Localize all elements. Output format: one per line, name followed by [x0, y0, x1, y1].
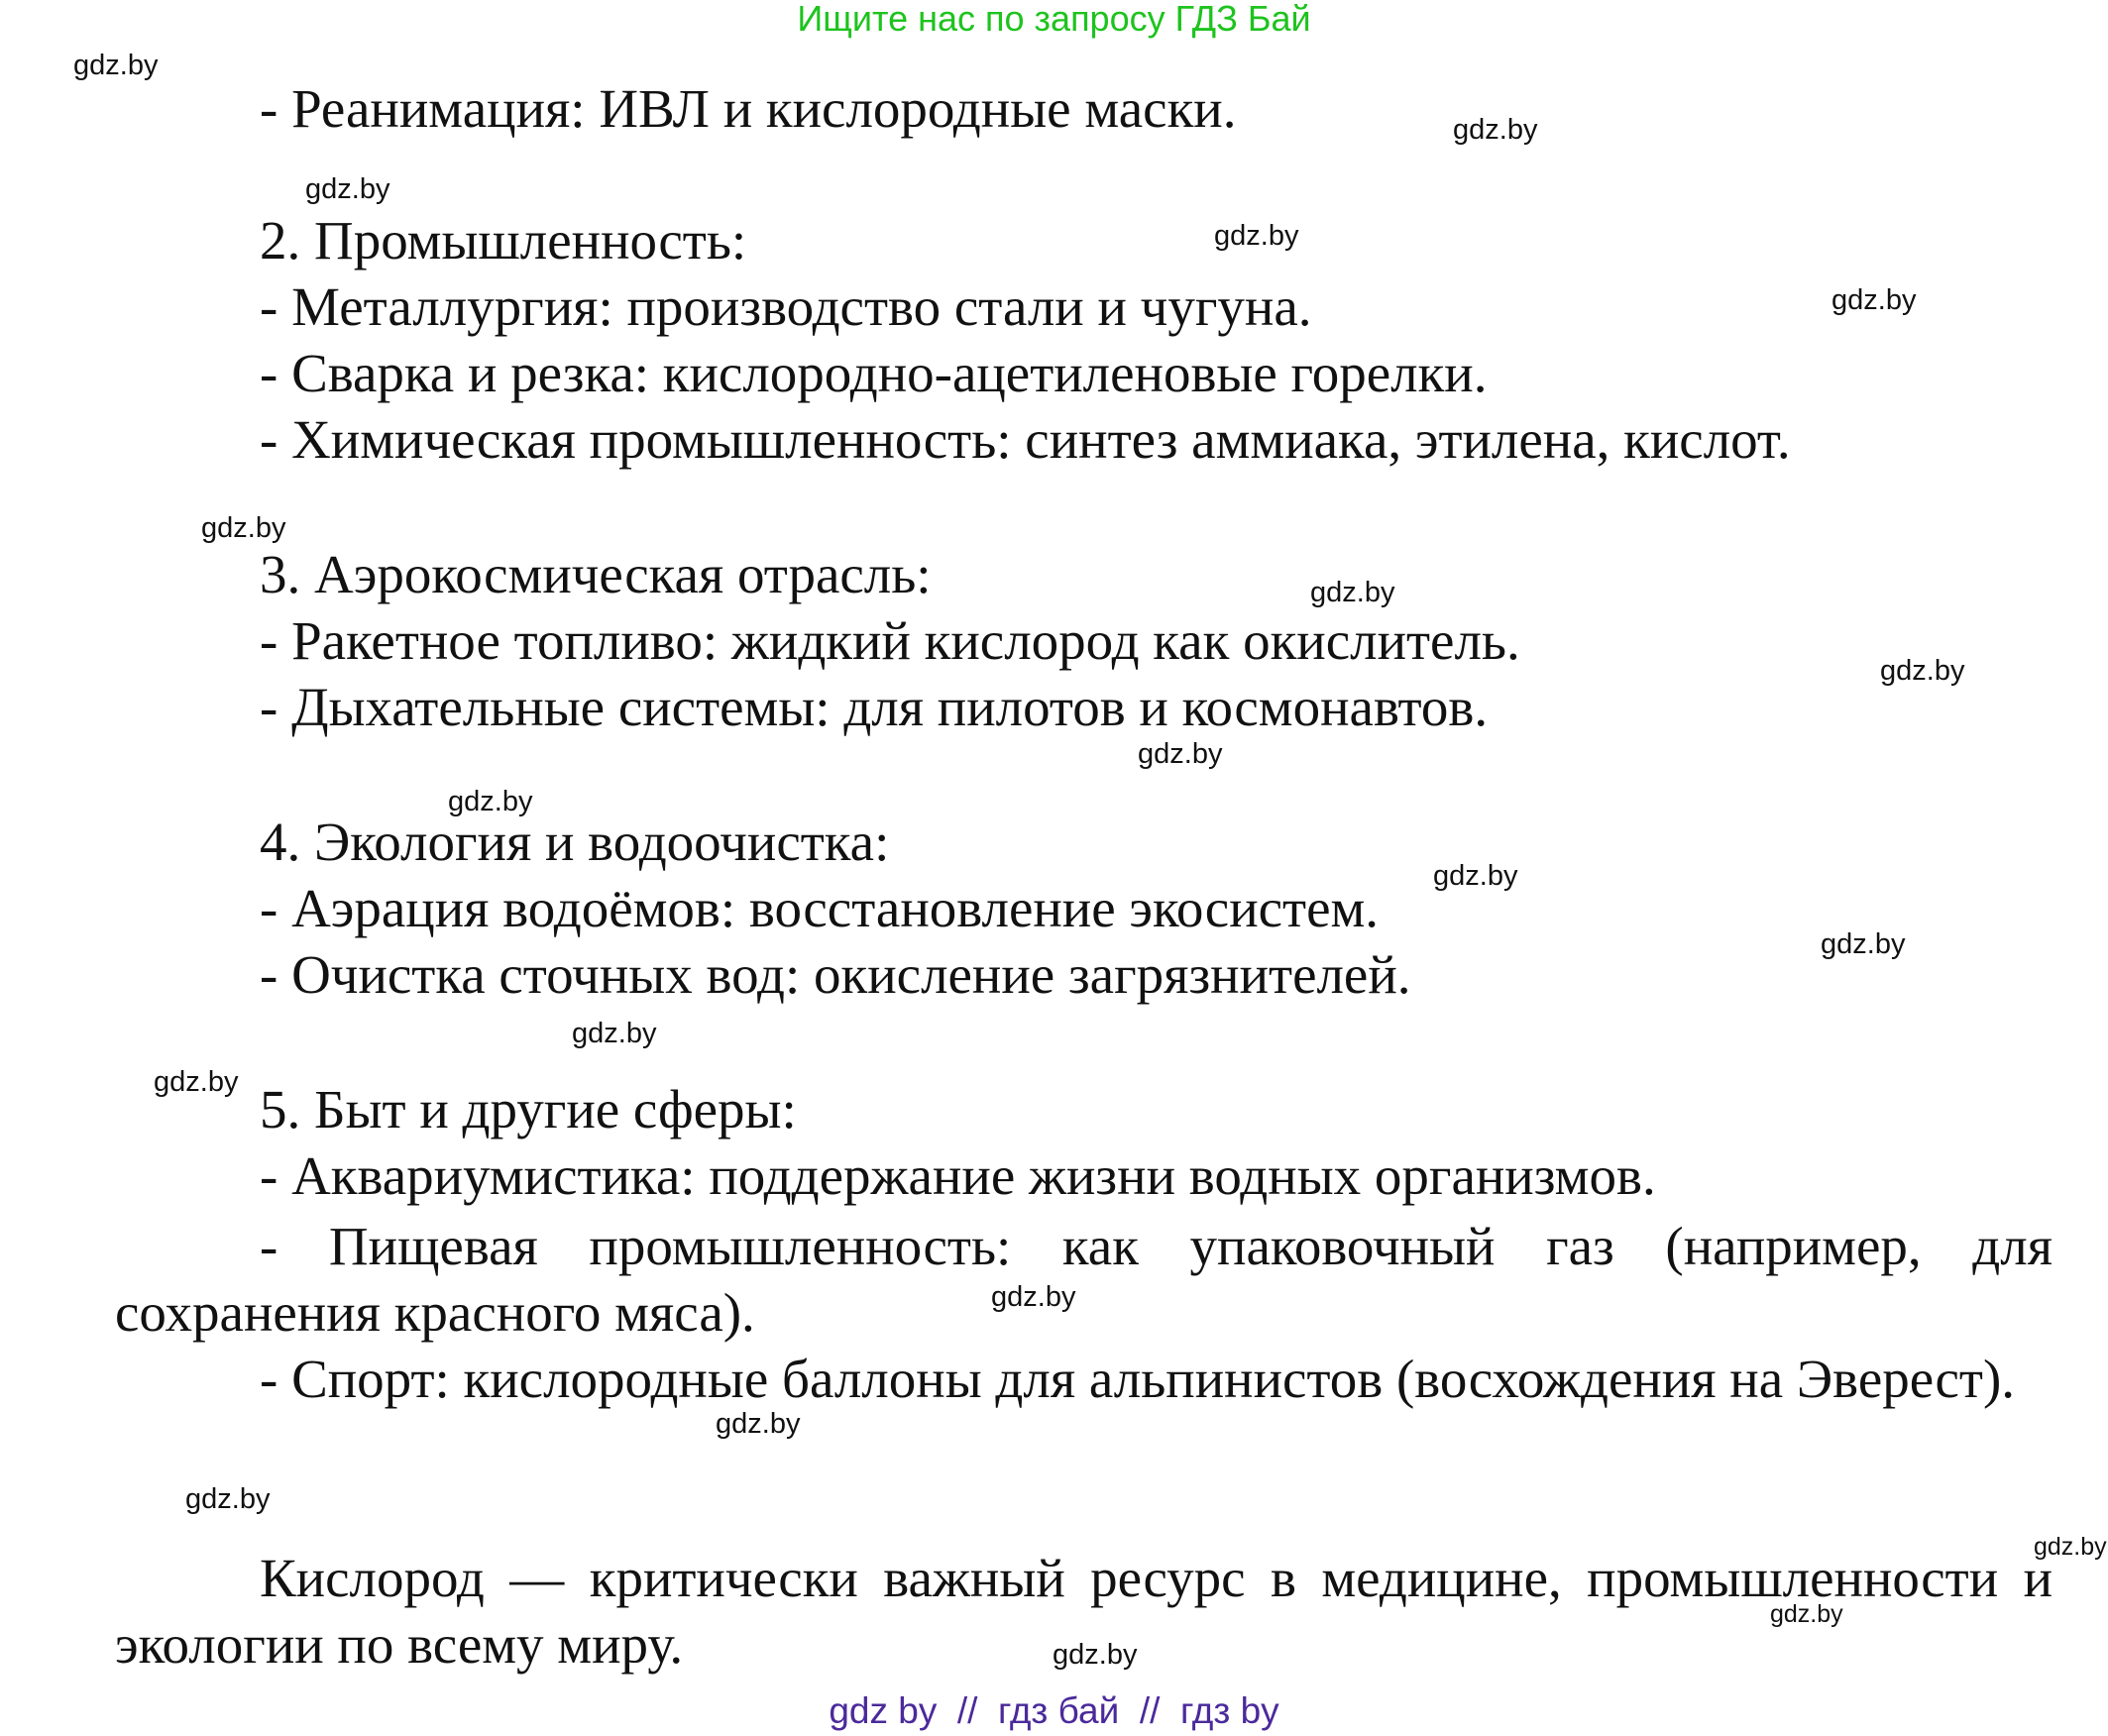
section-heading-industry: 2. Промышленность:: [260, 210, 747, 271]
list-item-breathing-systems: - Дыхательные системы: для пилотов и космонавтов.: [260, 677, 1489, 737]
watermark: gdz.by: [1453, 114, 1538, 146]
watermark: gdz.by: [1831, 284, 1917, 316]
section-heading-aerospace: 3. Аэрокосмическая отрасль:: [260, 544, 932, 604]
watermark: gdz.by: [572, 1018, 657, 1049]
watermark: gdz.by: [201, 512, 286, 544]
watermark: gdz.by: [185, 1483, 271, 1515]
watermark: gdz.by: [1880, 655, 1965, 687]
section-heading-ecology: 4. Экология и водоочистка:: [260, 812, 890, 872]
watermark: gdz.by: [1821, 928, 1906, 960]
list-item-resuscitation: - Реанимация: ИВЛ и кислородные маски.: [260, 78, 1237, 139]
watermark: gdz.by: [991, 1281, 1076, 1313]
watermark: gdz.by: [1310, 577, 1395, 608]
watermark: gdz.by: [154, 1066, 239, 1098]
watermark: gdz.by: [1138, 738, 1223, 770]
paragraph-sport: - Спорт: кислородные баллоны для альпинистов (восхождения на Эверест).: [260, 1349, 2016, 1409]
paragraph-conclusion: Кислород — критически важный ресурс в медицине, промышленности и экологии по всему миру.: [115, 1548, 2053, 1675]
watermark: gdz.by: [448, 786, 533, 817]
list-item-aquaristics: - Аквариумистика: поддержание жизни водных организмов.: [260, 1145, 1656, 1206]
list-item-welding: - Сварка и резка: кислородно-ацетиленовые горелки.: [260, 343, 1488, 403]
watermark: gdz.by: [305, 173, 390, 205]
footer-links: gdz by // гдз бай // гдз by: [829, 1690, 1279, 1731]
watermark: gdz.by: [1053, 1639, 1138, 1671]
watermark: gdz.by: [1770, 1600, 1843, 1628]
list-item-rocket-fuel: - Ракетное топливо: жидкий кислород как окислитель.: [260, 610, 1520, 671]
watermark: gdz.by: [1433, 860, 1518, 892]
list-item-chemical-industry: - Химическая промышленность: синтез аммиака, этилена, кислот.: [260, 409, 1791, 470]
section-heading-household: 5. Быт и другие сферы:: [260, 1079, 797, 1139]
search-banner: Ищите нас по запросу ГДЗ Бай: [797, 0, 1311, 39]
list-item-wastewater: - Очистка сточных вод: окисление загрязнителей.: [260, 944, 1411, 1005]
paragraph-food-industry: - Пищевая промышленность: как упаковочный газ (например, для сохранения красного мяса).: [115, 1216, 2053, 1343]
watermark: gdz.by: [73, 50, 159, 81]
watermark: gdz.by: [716, 1408, 801, 1440]
watermark: gdz.by: [2034, 1533, 2107, 1561]
watermark: gdz.by: [1214, 220, 1299, 252]
list-item-aeration: - Аэрация водоёмов: восстановление экосистем.: [260, 878, 1380, 938]
list-item-metallurgy: - Металлургия: производство стали и чугуна.: [260, 276, 1312, 337]
